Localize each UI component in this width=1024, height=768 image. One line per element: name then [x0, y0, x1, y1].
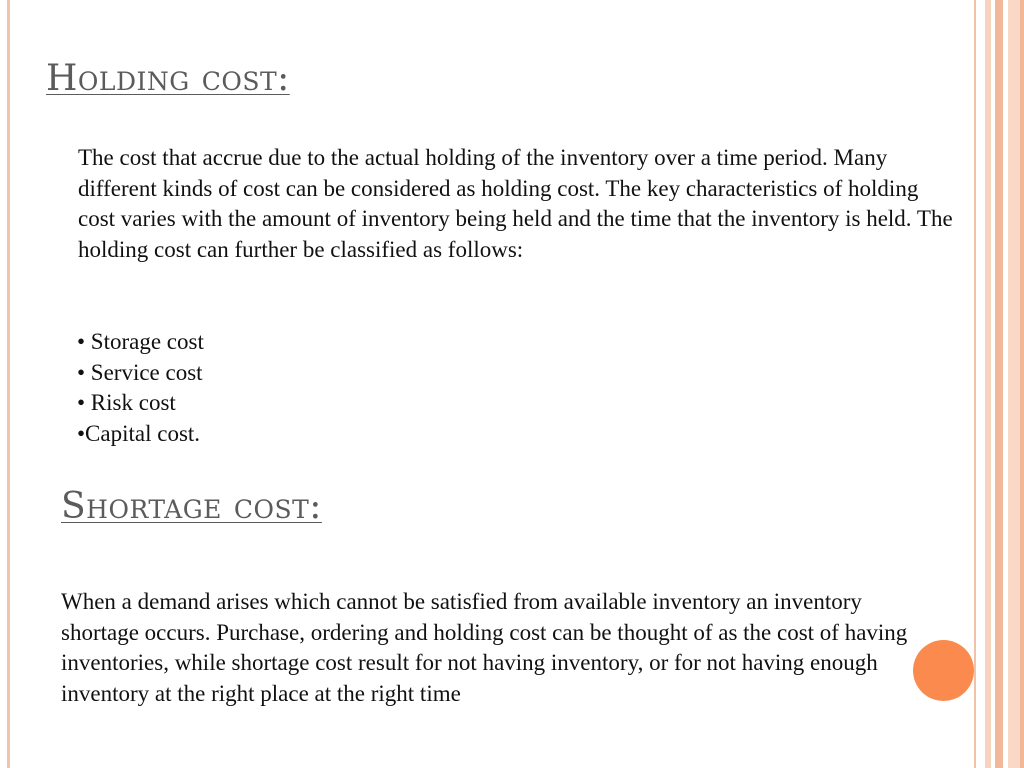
right-stripe-decoration	[974, 0, 976, 768]
shortage-cost-paragraph: When a demand arises which cannot be satisfied from available inventory an inventory shortage occurs. Purchase, ordering and holding cost can be thought of as the cost of having inventories, while shortage cost result for not having inventory, or for not having enough inventory at the right place at the right time	[61, 589, 908, 706]
right-stripe-decoration	[1008, 0, 1020, 768]
right-stripe-decoration	[995, 0, 1003, 768]
list-item-risk-cost: • Risk cost	[77, 390, 176, 416]
shortage-cost-heading: Shortage cost:	[61, 486, 322, 527]
right-stripe-decoration	[985, 0, 991, 768]
orange-circle-decoration	[913, 640, 974, 701]
holding-cost-types-list	[77, 327, 204, 449]
list-item-capital-cost: •Capital cost.	[77, 420, 201, 446]
holding-cost-heading: Holding cost:	[46, 58, 290, 99]
left-border-decoration	[7, 0, 10, 768]
right-stripe-decoration	[1020, 0, 1024, 768]
list-item-service-cost: • Service cost	[77, 359, 203, 385]
list-item-storage-cost: • Storage cost	[77, 329, 204, 354]
holding-cost-paragraph: The cost that accrue due to the actual holding of the inventory over a time period. Many different kinds of cost can be considered as holding cost. The key characteristics of holding cost varies with the amount of inventory being held and the time that the inventory is held. The holding cost can further be classified as follows:	[78, 145, 953, 262]
